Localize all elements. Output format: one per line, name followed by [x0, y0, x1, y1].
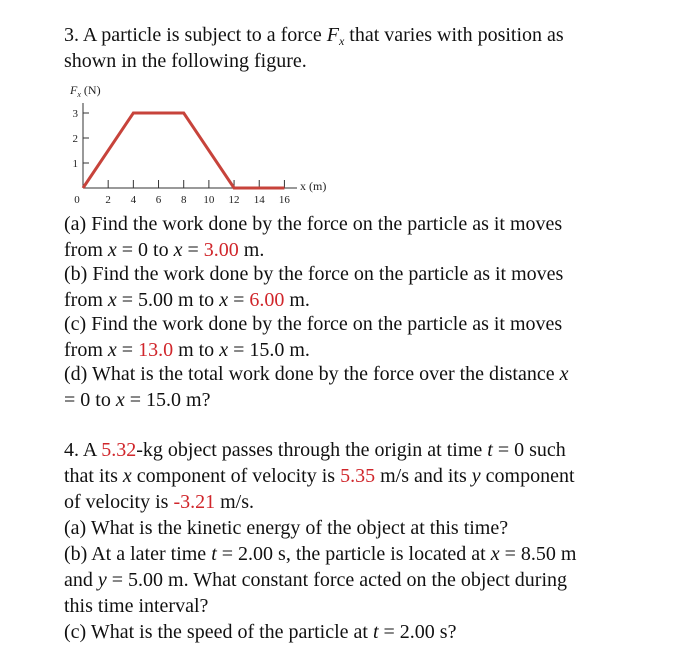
part-a-eq1: = 0 to [116, 239, 174, 261]
p4-part-c-2: = 2.00 s? [378, 621, 457, 643]
var-x: x [173, 239, 183, 261]
problem4-number: 4. [64, 439, 79, 461]
var-t: t [487, 439, 493, 461]
x-tick-label: 16 [278, 194, 290, 206]
var-x: x [107, 339, 117, 361]
problem3-intro-text1: A particle is subject to a force [82, 24, 327, 46]
y-axis-label: $F_x$ (N) [70, 83, 101, 99]
var-x: x [115, 389, 125, 411]
part-d-line2: = 0 to [64, 389, 116, 411]
p4-part-b-4: and [64, 569, 98, 591]
force-symbol: F [326, 24, 339, 46]
problem4-intro2: -kg object passes through the origin at time [136, 439, 488, 461]
x-tick-label: 10 [203, 194, 215, 206]
force-position-graph [60, 83, 360, 208]
part-b-label: (b) [64, 263, 88, 285]
problem4-part-b-line1 [64, 541, 576, 567]
problem4-line2-3: m/s and its [375, 465, 472, 487]
force-series-line [83, 113, 284, 188]
part-a-unit: m. [238, 239, 265, 261]
var-x: x [559, 363, 569, 385]
problem4-line3 [64, 489, 254, 515]
part-a-value: 3.00 [203, 239, 239, 261]
p4-part-b-3: = 8.50 m [499, 543, 577, 565]
problem4-part-b-line3: this time interval? [64, 595, 209, 617]
part-c-label: (c) [64, 313, 87, 335]
part-c-value: 13.0 [138, 339, 174, 361]
problem3-number: 3. [64, 24, 79, 46]
p4-part-b-2: = 2.00 s, the particle is located at [216, 543, 491, 565]
var-y: y [471, 465, 481, 487]
problem3-part-c-line2 [64, 337, 310, 363]
p4-part-b-1: At a later time [91, 543, 212, 565]
problem4-part-c [64, 619, 456, 645]
x-tick-label: 4 [130, 194, 137, 206]
var-x: x [490, 543, 500, 565]
x-tick-label: 6 [155, 194, 162, 206]
p4-part-c-label: (c) [64, 621, 87, 643]
p4-part-b-5: = 5.00 m. What constant force acted on the object during [106, 569, 567, 591]
part-d-text: What is the total work done by the force over the distance [91, 363, 560, 385]
y-tick-label: 3 [72, 108, 78, 120]
vy-value: -3.21 [173, 491, 216, 513]
part-d-label: (d) [64, 363, 88, 385]
part-b-value: 6.00 [249, 289, 285, 311]
mass-value: 5.32 [101, 439, 137, 461]
var-t: t [372, 621, 379, 643]
part-a-text: Find the work done by the force on the particle as it moves [91, 213, 563, 235]
problem4-line2-2: component of velocity is [131, 465, 341, 487]
problem4-part-a [64, 515, 508, 541]
part-b-text: Find the work done by the force on the particle as it moves [92, 263, 564, 285]
p4-part-a-text: What is the kinetic energy of the object at this time? [90, 517, 509, 539]
var-t: t [211, 543, 217, 565]
part-b-from: from [64, 289, 108, 311]
problem4-intro3: = 0 such [492, 439, 566, 461]
problem4-line2-1: that its [64, 465, 123, 487]
problem4-line3-2: m/s. [215, 491, 255, 513]
x-tick-label: 14 [253, 194, 265, 206]
problem4-line2 [64, 463, 575, 489]
origin-label: 0 [74, 194, 80, 206]
x-tick-label: 12 [228, 194, 240, 206]
x-tick-label: 8 [180, 194, 187, 206]
problem3-part-d-line1 [64, 361, 568, 387]
var-x: x [107, 239, 117, 261]
part-b-eq2: = [228, 289, 250, 311]
problem4-line3-1: of velocity is [64, 491, 174, 513]
x-axis-label: x (m) [300, 179, 327, 193]
problem3-part-d-line2 [64, 387, 210, 413]
var-x: x [122, 465, 132, 487]
p4-part-b-label: (b) [64, 543, 88, 565]
part-d-line2-end: = 15.0 m? [124, 389, 211, 411]
problem3-intro-line2: shown in the following figure. [64, 50, 307, 72]
problem3-intro-text2: that varies with position as [344, 24, 564, 46]
y-tick-label: 1 [72, 158, 78, 170]
part-b-eq1: = 5.00 m to [116, 289, 220, 311]
part-c-eq1: = [116, 339, 139, 361]
part-a-from: from [64, 239, 108, 261]
part-c-eq2: = 15.0 m. [228, 339, 310, 361]
problem3-intro-line1 [64, 22, 564, 48]
var-x: x [107, 289, 117, 311]
problem4-part-b-line2 [64, 567, 567, 593]
part-a-eq2: = [182, 239, 204, 261]
problem3-part-a-line2 [64, 237, 264, 263]
part-c-text: Find the work done by the force on the particle as it moves [91, 313, 563, 335]
problem3-part-b-line2 [64, 287, 310, 313]
y-tick-label: 2 [72, 133, 78, 145]
x-tick-label: 2 [105, 194, 111, 206]
part-a-label: (a) [64, 213, 87, 235]
problem3-part-b-line1 [64, 261, 563, 287]
p4-part-a-label: (a) [64, 517, 87, 539]
part-c-from: from [64, 339, 108, 361]
part-c-mid: m to [173, 339, 220, 361]
part-b-unit: m. [284, 289, 310, 311]
p4-part-c-1: What is the speed of the particle at [90, 621, 373, 643]
problem4-intro1: A [82, 439, 102, 461]
problem3-part-a-line1 [64, 211, 562, 237]
problem4-line2-4: component [480, 465, 575, 487]
var-x: x [219, 339, 229, 361]
force-subscript: x [338, 34, 345, 48]
problem4-line1 [64, 437, 566, 463]
vx-value: 5.35 [340, 465, 376, 487]
var-x: x [219, 289, 229, 311]
var-y: y [97, 569, 107, 591]
problem3-part-c-line1 [64, 311, 562, 337]
